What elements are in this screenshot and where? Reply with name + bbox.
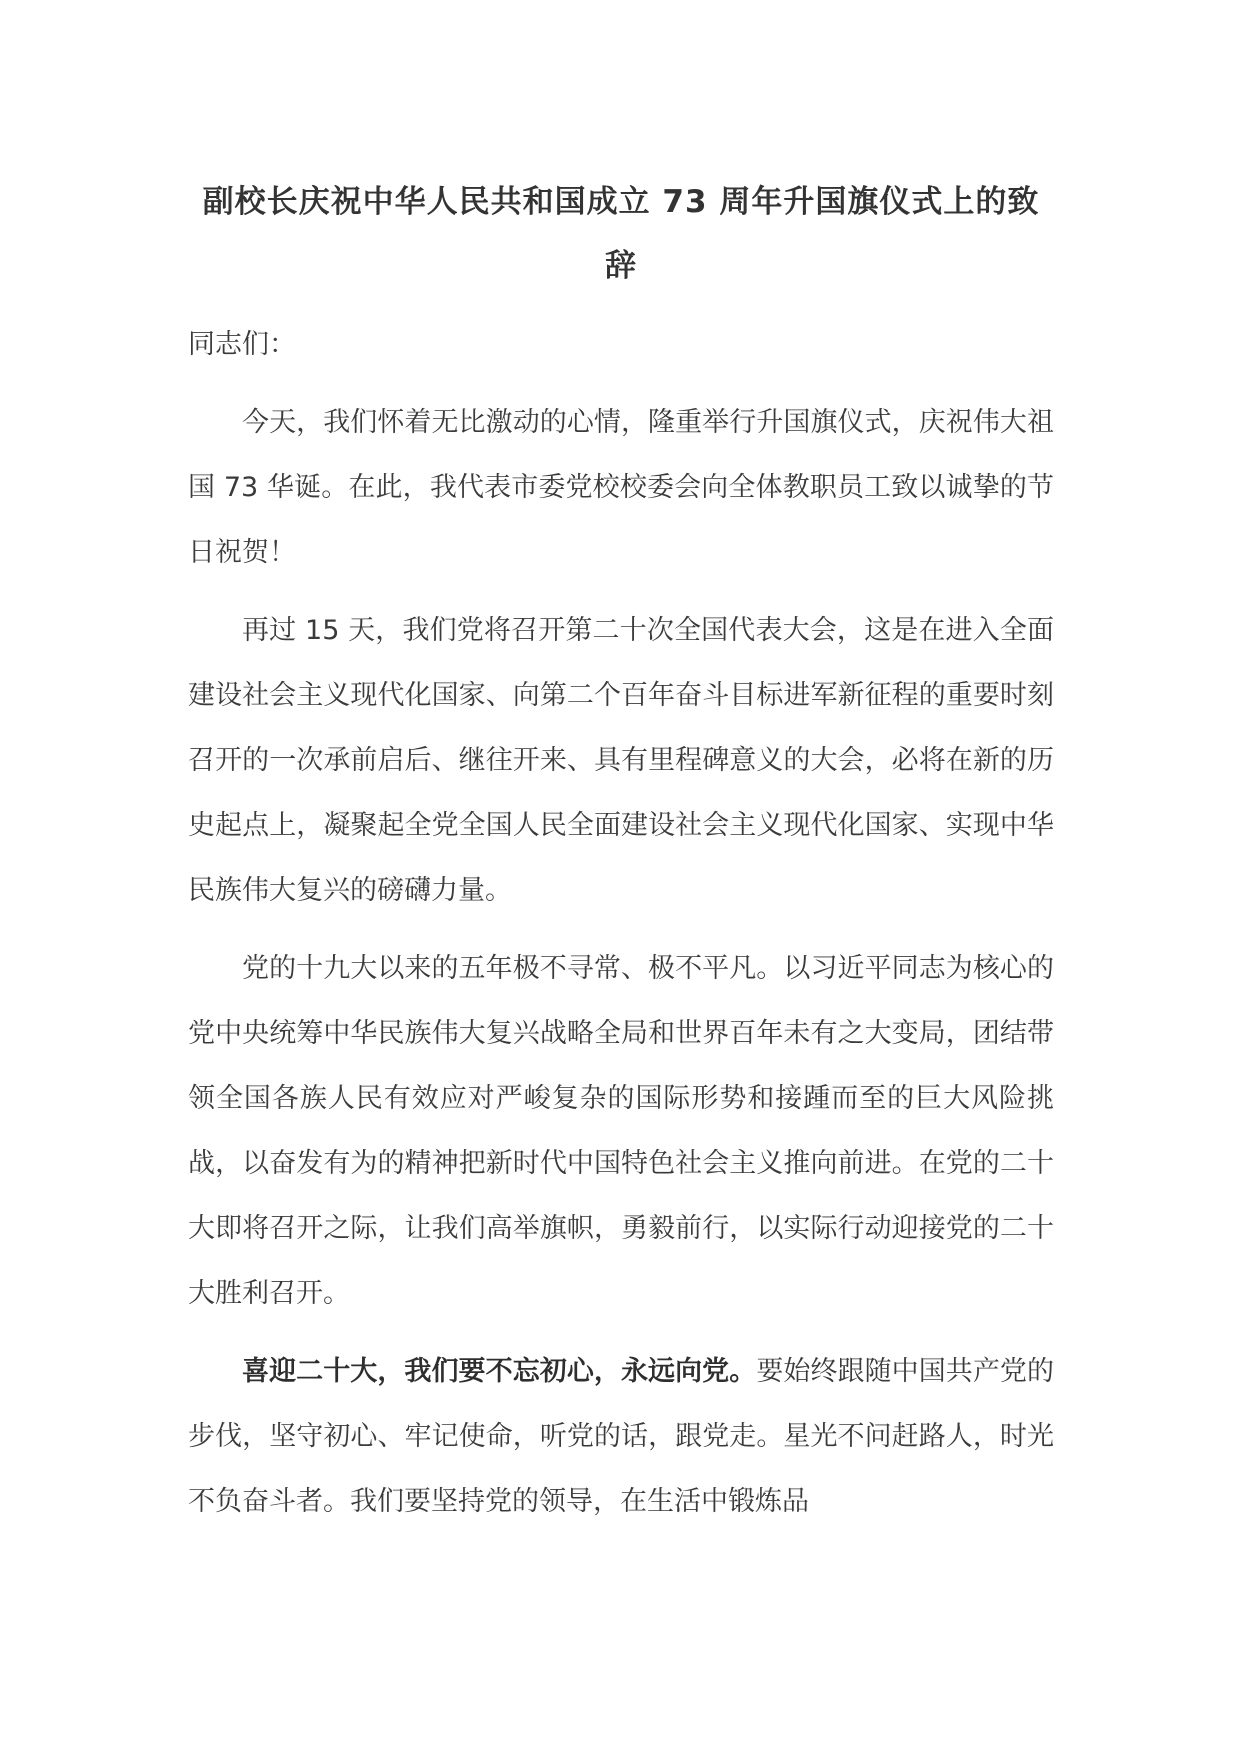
paragraph-4 <box>188 1339 1054 1534</box>
paragraph-1 <box>188 390 1054 585</box>
paragraph-text: 要始终跟随中国共产党的步伐，坚守初心、牢记使命，听党的话，跟党走。星光不问赶路人，时光不负奋斗者。我们要坚持党的领导，在生活中锻炼品 <box>188 1356 1055 1517</box>
paragraph-text: 今天，我们怀着无比激动的心情，隆重举行升国旗仪式，庆祝伟大祖国 73 华诞。在此，我代表市委党校校委会向全体教职员工致以诚挚的节日祝贺！ <box>188 407 1054 568</box>
paragraph-lead: 喜迎二十大，我们要不忘初心，永远向党。 <box>242 1356 757 1387</box>
salutation: 同志们： <box>188 329 296 360</box>
paragraph-3 <box>188 936 1054 1326</box>
paragraph-text: 党的十九大以来的五年极不寻常、极不平凡。以习近平同志为核心的党中央统筹中华民族伟大复兴战略全局和世界百年未有之大变局，团结带领全国各族人民有效应对严峻复杂的国际形势和接踵而至的巨大风险挑战，以奋发有为的精神把新时代中国特色社会主义推向前进。在党的二十大即将召开之际，让我们高举旗帜，勇毅前行，以实际行动迎接党的二十大胜利召开。 <box>188 953 1054 1309</box>
document-title: 副校长庆祝中华人民共和国成立 73 周年升国旗仪式上的致辞 <box>202 184 1040 284</box>
paragraph-2 <box>188 598 1054 923</box>
paragraph-text: 再过 15 天，我们党将召开第二十次全国代表大会，这是在进入全面建设社会主义现代化国家、向第二个百年奋斗目标进军新征程的重要时刻召开的一次承前启后、继往开来、具有里程碑意义的大会，必将在新的历史起点上，凝聚起全党全国人民全面建设社会主义现代化国家、实现中华民族伟大复兴的磅礴力量。 <box>188 615 1054 906</box>
document-body <box>188 170 1054 1534</box>
